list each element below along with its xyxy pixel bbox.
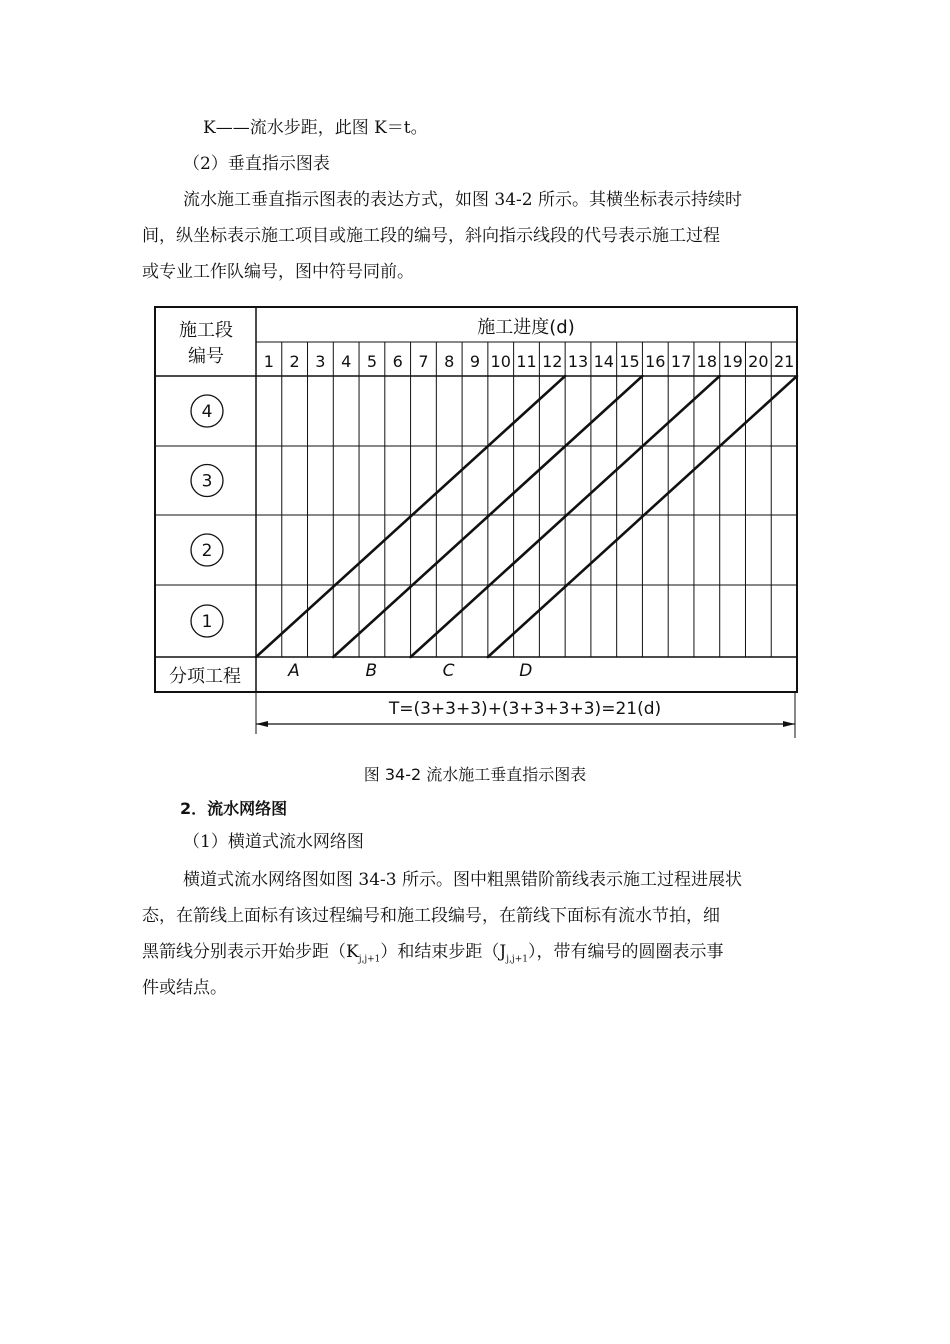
body-line-1: 横道式流水网络图如图 34-3 所示。图中粗黑错阶箭线表示施工过程进展状 — [183, 870, 742, 890]
k-definition: K——流水步距，此图 K＝t。 — [203, 118, 428, 138]
day-label: 3 — [315, 352, 326, 371]
total-formula: T=(3+3+3)+(3+3+3+3)=21(d) — [388, 699, 662, 719]
sub-heading-network: （1）横道式流水网络图 — [183, 832, 364, 852]
day-label: 9 — [469, 352, 481, 371]
day-label: 5 — [366, 352, 378, 371]
process-label-b: B — [365, 661, 378, 681]
process-label-a: A — [288, 661, 300, 681]
day-label: 20 — [748, 352, 769, 371]
day-label: 16 — [645, 352, 666, 371]
day-label: 18 — [696, 352, 718, 371]
body-line-3-c: ），带有编号的圆圈表示事 — [527, 942, 724, 962]
day-label: 14 — [593, 352, 614, 371]
body-line-3-a: 黑箭线分别表示开始步距（K — [142, 942, 359, 962]
intro-line-1: 流水施工垂直指示图表的表达方式，如图 34-2 所示。其横坐标表示持续时 — [183, 190, 742, 210]
dim-arrow-right — [783, 721, 795, 727]
body-line-2: 态，在箭线上面标有该过程编号和施工段编号，在箭线下面标有流水节拍，细 — [142, 906, 720, 926]
corner-label-line1: 施工段 — [179, 320, 233, 341]
segment-label: 2 — [201, 541, 213, 561]
day-label: 1 — [263, 352, 274, 371]
body-line-3-sub-b: j,j+1 — [506, 954, 528, 965]
day-label: 6 — [392, 352, 403, 371]
day-label: 10 — [490, 352, 511, 371]
figure-caption: 图 34-2 流水施工垂直指示图表 — [363, 765, 587, 784]
day-label: 17 — [670, 352, 692, 371]
day-label: 2 — [289, 352, 300, 371]
sub-heading-vertical-chart: （2）垂直指示图表 — [183, 154, 330, 174]
segment-label: 1 — [201, 612, 213, 632]
day-label: 19 — [722, 352, 743, 371]
segment-label: 3 — [201, 471, 213, 492]
bottom-label: 分项工程 — [169, 666, 241, 687]
process-label-d: D — [519, 661, 533, 681]
day-label: 7 — [418, 352, 429, 371]
header-title: 施工进度(d) — [477, 317, 575, 338]
body-line-3 — [142, 940, 723, 971]
day-label: 4 — [341, 352, 352, 371]
process-label-c: C — [442, 661, 455, 681]
body-line-3-sub-a: j,j+1 — [358, 954, 381, 965]
day-label: 11 — [516, 352, 537, 371]
corner-label-line2: 编号 — [188, 346, 224, 367]
section-heading: 2．流水网络图 — [180, 799, 288, 818]
day-label: 8 — [444, 352, 455, 371]
body-line-3-b: ）和结束步距（J — [380, 942, 507, 962]
day-label: 21 — [773, 352, 795, 371]
day-label: 13 — [567, 352, 589, 371]
day-label: 15 — [619, 352, 640, 371]
intro-line-2: 间，纵坐标表示施工项目或施工段的编号，斜向指示线段的代号表示施工过程 — [142, 226, 720, 246]
intro-line-3: 或专业工作队编号，图中符号同前。 — [142, 262, 414, 282]
body-line-4: 件或结点。 — [142, 978, 227, 998]
day-label: 12 — [542, 352, 563, 371]
dim-arrow-left — [256, 721, 268, 727]
segment-label: 4 — [201, 402, 213, 422]
